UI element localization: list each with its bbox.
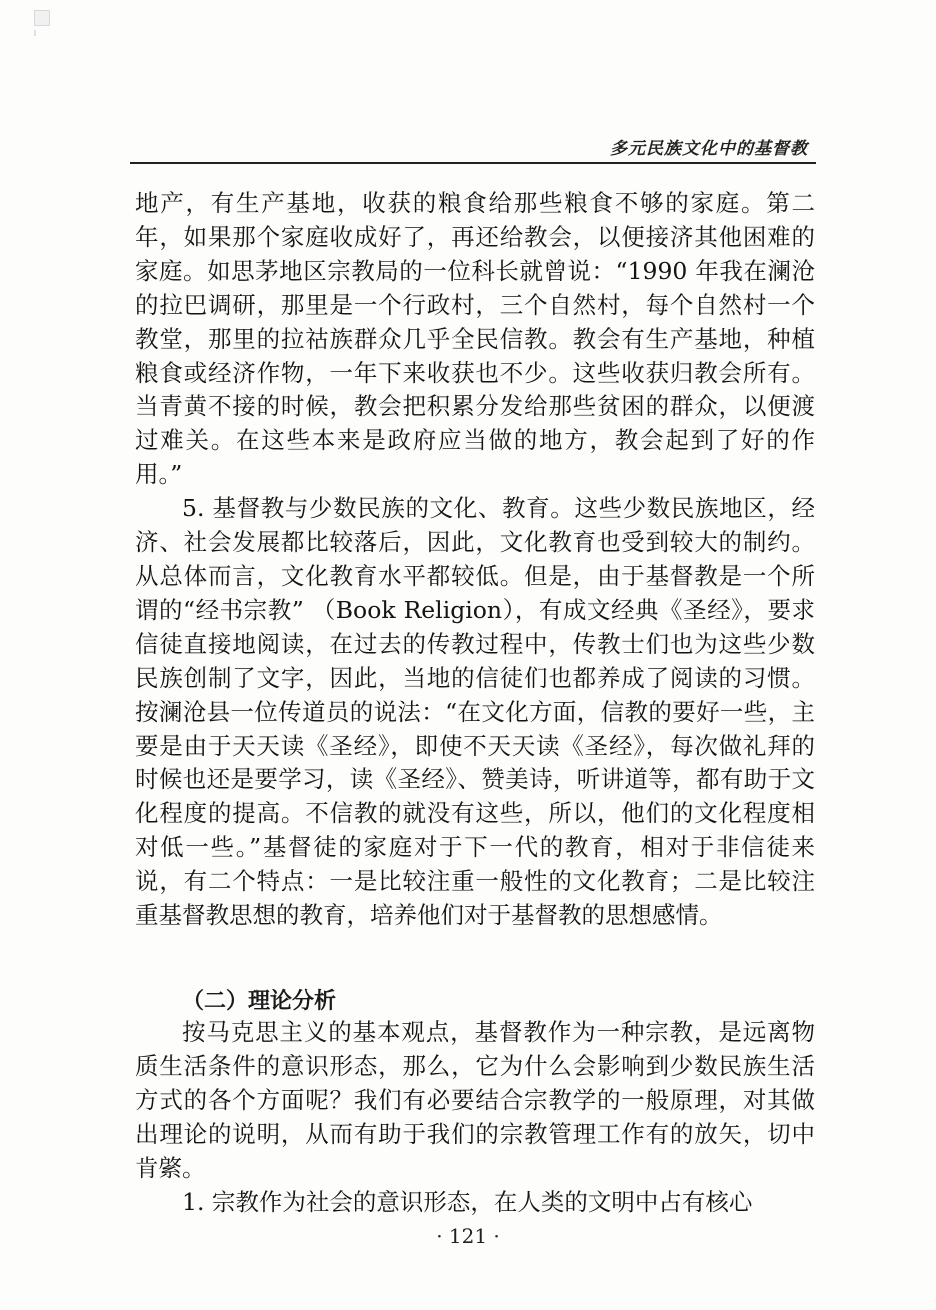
body-text-block-2 xyxy=(135,1016,815,1219)
section-heading: （二）理论分析 xyxy=(182,989,337,1014)
body-text-block xyxy=(135,187,815,933)
scan-artifact-line xyxy=(34,30,36,36)
paragraph-item-1: 1. 宗教作为社会的意识形态，在人类的文明中占有核心 xyxy=(182,1187,753,1216)
paragraph-item-5: 5. 基督教与少数民族的文化、教育。这些少数民族地区，经济、社会发展都比较落后，因此，文化教育也受到较大的制约。从总体而言，文化教育水平都较低。但是，由于基督教是一个所谓的“经书宗教” （Book Religion），有成文经典《圣经》，要求信徒直接地阅读，在过去的传教过程中，传教士们也为这些少数民族创制了文字，因此，当地的信徒们也都养成了阅读的习惯。按澜沧县一位传道员的说法：“在文化方面，信教的要好一些，主要是由于天天读《圣经》，即使不天天读《圣经》，每次做礼拜的时候也还是要学习，读《圣经》、赞美诗，听讲道等，都有助于文化程度的提高。不信教的就没有这些，所以，他们的文化程度相对低一些。”基督徒的家庭对于下一代的教育，相对于非信徒来说，有二个特点：一是比较注重一般性的文化教育；二是比较注重基督教思想的教育，培养他们对于基督教的思想感情。 xyxy=(135,494,815,930)
scan-artifact xyxy=(34,10,50,26)
header-rule xyxy=(130,162,816,164)
page-number: · 121 · xyxy=(436,1224,500,1248)
running-head: 多元民族文化中的基督教 xyxy=(610,139,808,159)
paragraph-continued: 地产，有生产基地，收获的粮食给那些粮食不够的家庭。第二年，如果那个家庭收成好了，再还给教会，以便接济其他困难的家庭。如思茅地区宗教局的一位科长就曾说：“1990 年我在澜沧的拉巴调研，那里是一个行政村，三个自然村，每个自然村一个教堂，那里的拉祜族群众几乎全民信教。教会有生产基地，种植粮食或经济作物，一年下来收获也不少。这些收获归教会所有。当青黄不接的时候，教会把积累分发给那些贫困的群众，以便渡过难关。在这些本来是政府应当做的地方，教会起到了好的作用。” xyxy=(135,189,815,489)
paragraph-theory: 按马克思主义的基本观点，基督教作为一种宗教，是远离物质生活条件的意识形态，那么，它为什么会影响到少数民族生活方式的各个方面呢？我们有必要结合宗教学的一般原理，对其做出理论的说明，从而有助于我们的宗教管理工作有的放矢，切中肯綮。 xyxy=(135,1018,815,1182)
